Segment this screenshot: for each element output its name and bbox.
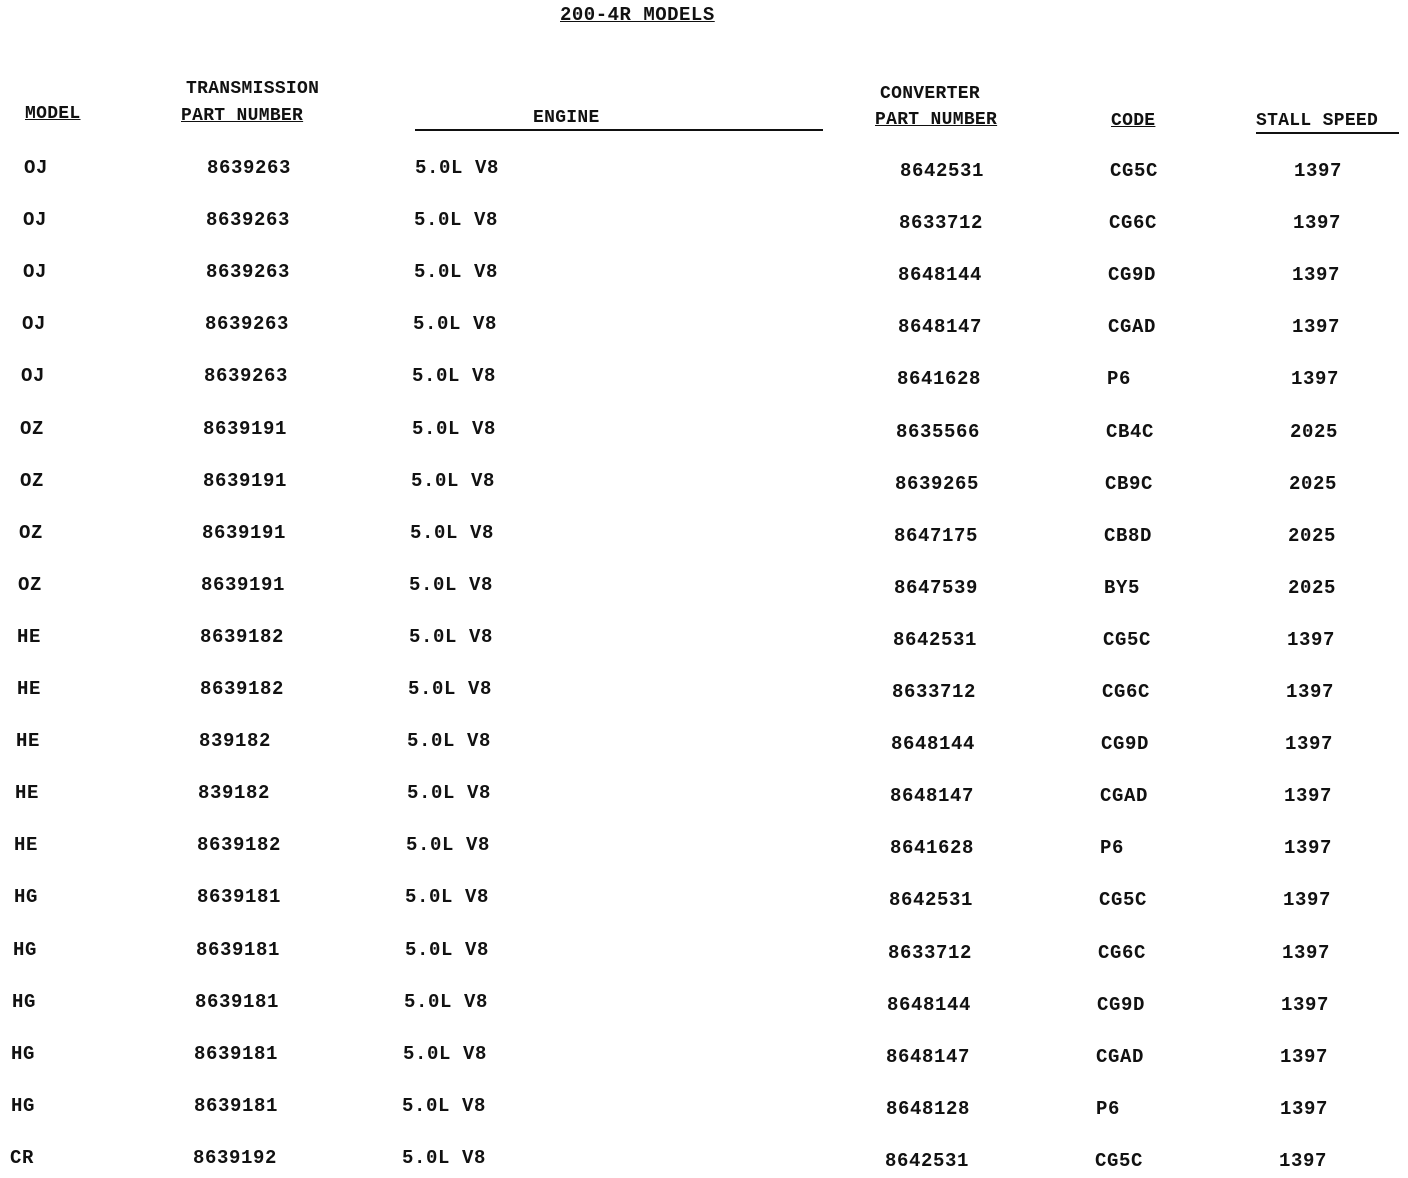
code-cell: CG9D [1097,994,1146,1016]
trans-part-cell: 8639181 [194,1043,279,1065]
model-cell: HG [11,1043,36,1065]
stall-speed-cell: 2025 [1290,421,1339,443]
trans-part-cell: 8639191 [203,418,288,440]
stall-speed-cell: 1397 [1284,785,1333,807]
stall-speed-cell: 2025 [1288,525,1337,547]
model-cell: HG [11,1095,36,1117]
code-cell: CB9C [1105,473,1154,495]
engine-cell: 5.0L V8 [402,1147,487,1169]
page-title: 200-4R MODELS [560,4,715,26]
model-cell: HE [17,678,42,700]
code-cell: CGAD [1108,316,1157,338]
trans-part-cell: 8639191 [201,574,286,596]
trans-part-cell: 8639192 [193,1147,278,1169]
engine-cell: 5.0L V8 [408,678,493,700]
code-cell: P6 [1100,837,1125,859]
engine-cell: 5.0L V8 [402,1095,487,1117]
model-cell: HE [17,626,42,648]
stall-speed-cell: 1397 [1291,368,1340,390]
model-cell: OZ [19,522,44,544]
conv-part-cell: 8648147 [886,1046,971,1068]
trans-part-cell: 8639182 [200,678,285,700]
model-cell: CR [10,1147,35,1169]
stall-header-rule [1256,132,1399,134]
trans-part-cell: 8639191 [203,470,288,492]
stall-speed-cell: 1397 [1283,889,1332,911]
model-cell: OZ [20,470,45,492]
trans-part-cell: 8639263 [204,365,289,387]
conv-part-cell: 8633712 [892,681,977,703]
stall-speed-cell: 1397 [1284,837,1333,859]
stall-speed-cell: 1397 [1292,264,1341,286]
engine-cell: 5.0L V8 [411,470,496,492]
stall-speed-cell: 1397 [1280,1098,1329,1120]
conv-part-cell: 8648144 [891,733,976,755]
engine-cell: 5.0L V8 [405,886,490,908]
code-cell: CG6C [1102,681,1151,703]
converter-header-line1: CONVERTER [880,84,980,104]
conv-part-cell: 8642531 [885,1150,970,1172]
conv-part-cell: 8648147 [890,785,975,807]
conv-part-cell: 8642531 [900,160,985,182]
stall-speed-cell: 1397 [1280,1046,1329,1068]
transmission-header-line1: TRANSMISSION [186,79,320,99]
stall-speed-cell: 2025 [1289,473,1338,495]
conv-part-cell: 8639265 [895,473,980,495]
stall-speed-column-header: STALL SPEED [1256,111,1379,131]
code-cell: CG5C [1095,1150,1144,1172]
conv-part-cell: 8642531 [893,629,978,651]
conv-part-cell: 8648147 [898,316,983,338]
trans-part-cell: 8639263 [207,157,292,179]
code-cell: CG5C [1110,160,1159,182]
model-cell: HE [16,730,41,752]
code-cell: CGAD [1096,1046,1145,1068]
stall-speed-cell: 2025 [1288,577,1337,599]
conv-part-cell: 8635566 [896,421,981,443]
engine-cell: 5.0L V8 [404,991,489,1013]
stall-speed-cell: 1397 [1279,1150,1328,1172]
conv-part-cell: 8648144 [887,994,972,1016]
stall-speed-cell: 1397 [1281,994,1330,1016]
engine-cell: 5.0L V8 [407,782,492,804]
model-cell: OZ [20,418,45,440]
code-cell: CG5C [1099,889,1148,911]
stall-speed-cell: 1397 [1285,733,1334,755]
engine-cell: 5.0L V8 [412,418,497,440]
code-cell: P6 [1107,368,1132,390]
stall-speed-cell: 1397 [1292,316,1341,338]
stall-speed-cell: 1397 [1282,942,1331,964]
conv-part-cell: 8641628 [897,368,982,390]
stall-speed-cell: 1397 [1287,629,1336,651]
model-cell: OJ [23,261,48,283]
engine-cell: 5.0L V8 [414,261,499,283]
code-cell: CB8D [1104,525,1153,547]
model-cell: HG [12,991,37,1013]
trans-part-cell: 8639181 [195,991,280,1013]
model-cell: HG [13,939,38,961]
code-cell: CG9D [1108,264,1157,286]
transmission-header-line2: PART NUMBER [181,106,304,126]
conv-part-cell: 8648128 [886,1098,971,1120]
trans-part-cell: 839182 [199,730,272,752]
code-cell: CG6C [1109,212,1158,234]
model-cell: HE [15,782,40,804]
trans-part-cell: 8639181 [194,1095,279,1117]
code-column-header: CODE [1111,111,1156,131]
conv-part-cell: 8641628 [890,837,975,859]
trans-part-cell: 8639191 [202,522,287,544]
conv-part-cell: 8633712 [899,212,984,234]
trans-part-cell: 8639181 [196,939,281,961]
code-cell: CG5C [1103,629,1152,651]
trans-part-cell: 8639263 [206,209,291,231]
code-cell: CGAD [1100,785,1149,807]
code-cell: CB4C [1106,421,1155,443]
conv-part-cell: 8642531 [889,889,974,911]
model-cell: OJ [22,313,47,335]
stall-speed-cell: 1397 [1294,160,1343,182]
code-cell: BY5 [1104,577,1141,599]
engine-cell: 5.0L V8 [409,574,494,596]
engine-cell: 5.0L V8 [403,1043,488,1065]
trans-part-cell: 8639263 [206,261,291,283]
engine-cell: 5.0L V8 [406,834,491,856]
trans-part-cell: 8639263 [205,313,290,335]
engine-column-header: ENGINE [533,108,600,128]
model-cell: OJ [24,157,49,179]
trans-part-cell: 839182 [198,782,271,804]
converter-header-line2: PART NUMBER [875,110,998,130]
code-cell: CG6C [1098,942,1147,964]
conv-part-cell: 8648144 [898,264,983,286]
model-cell: HG [14,886,39,908]
stall-speed-cell: 1397 [1286,681,1335,703]
engine-cell: 5.0L V8 [405,939,490,961]
engine-cell: 5.0L V8 [412,365,497,387]
model-column-header: MODEL [25,104,81,124]
engine-cell: 5.0L V8 [409,626,494,648]
engine-cell: 5.0L V8 [414,209,499,231]
model-cell: OJ [23,209,48,231]
trans-part-cell: 8639182 [197,834,282,856]
engine-cell: 5.0L V8 [407,730,492,752]
code-cell: P6 [1096,1098,1121,1120]
engine-cell: 5.0L V8 [410,522,495,544]
engine-cell: 5.0L V8 [415,157,500,179]
code-cell: CG9D [1101,733,1150,755]
model-cell: HE [14,834,39,856]
stall-speed-cell: 1397 [1293,212,1342,234]
trans-part-cell: 8639182 [200,626,285,648]
conv-part-cell: 8647175 [894,525,979,547]
model-cell: OZ [18,574,43,596]
engine-cell: 5.0L V8 [413,313,498,335]
engine-header-rule [415,129,823,131]
conv-part-cell: 8633712 [888,942,973,964]
conv-part-cell: 8647539 [894,577,979,599]
trans-part-cell: 8639181 [197,886,282,908]
model-cell: OJ [21,365,46,387]
